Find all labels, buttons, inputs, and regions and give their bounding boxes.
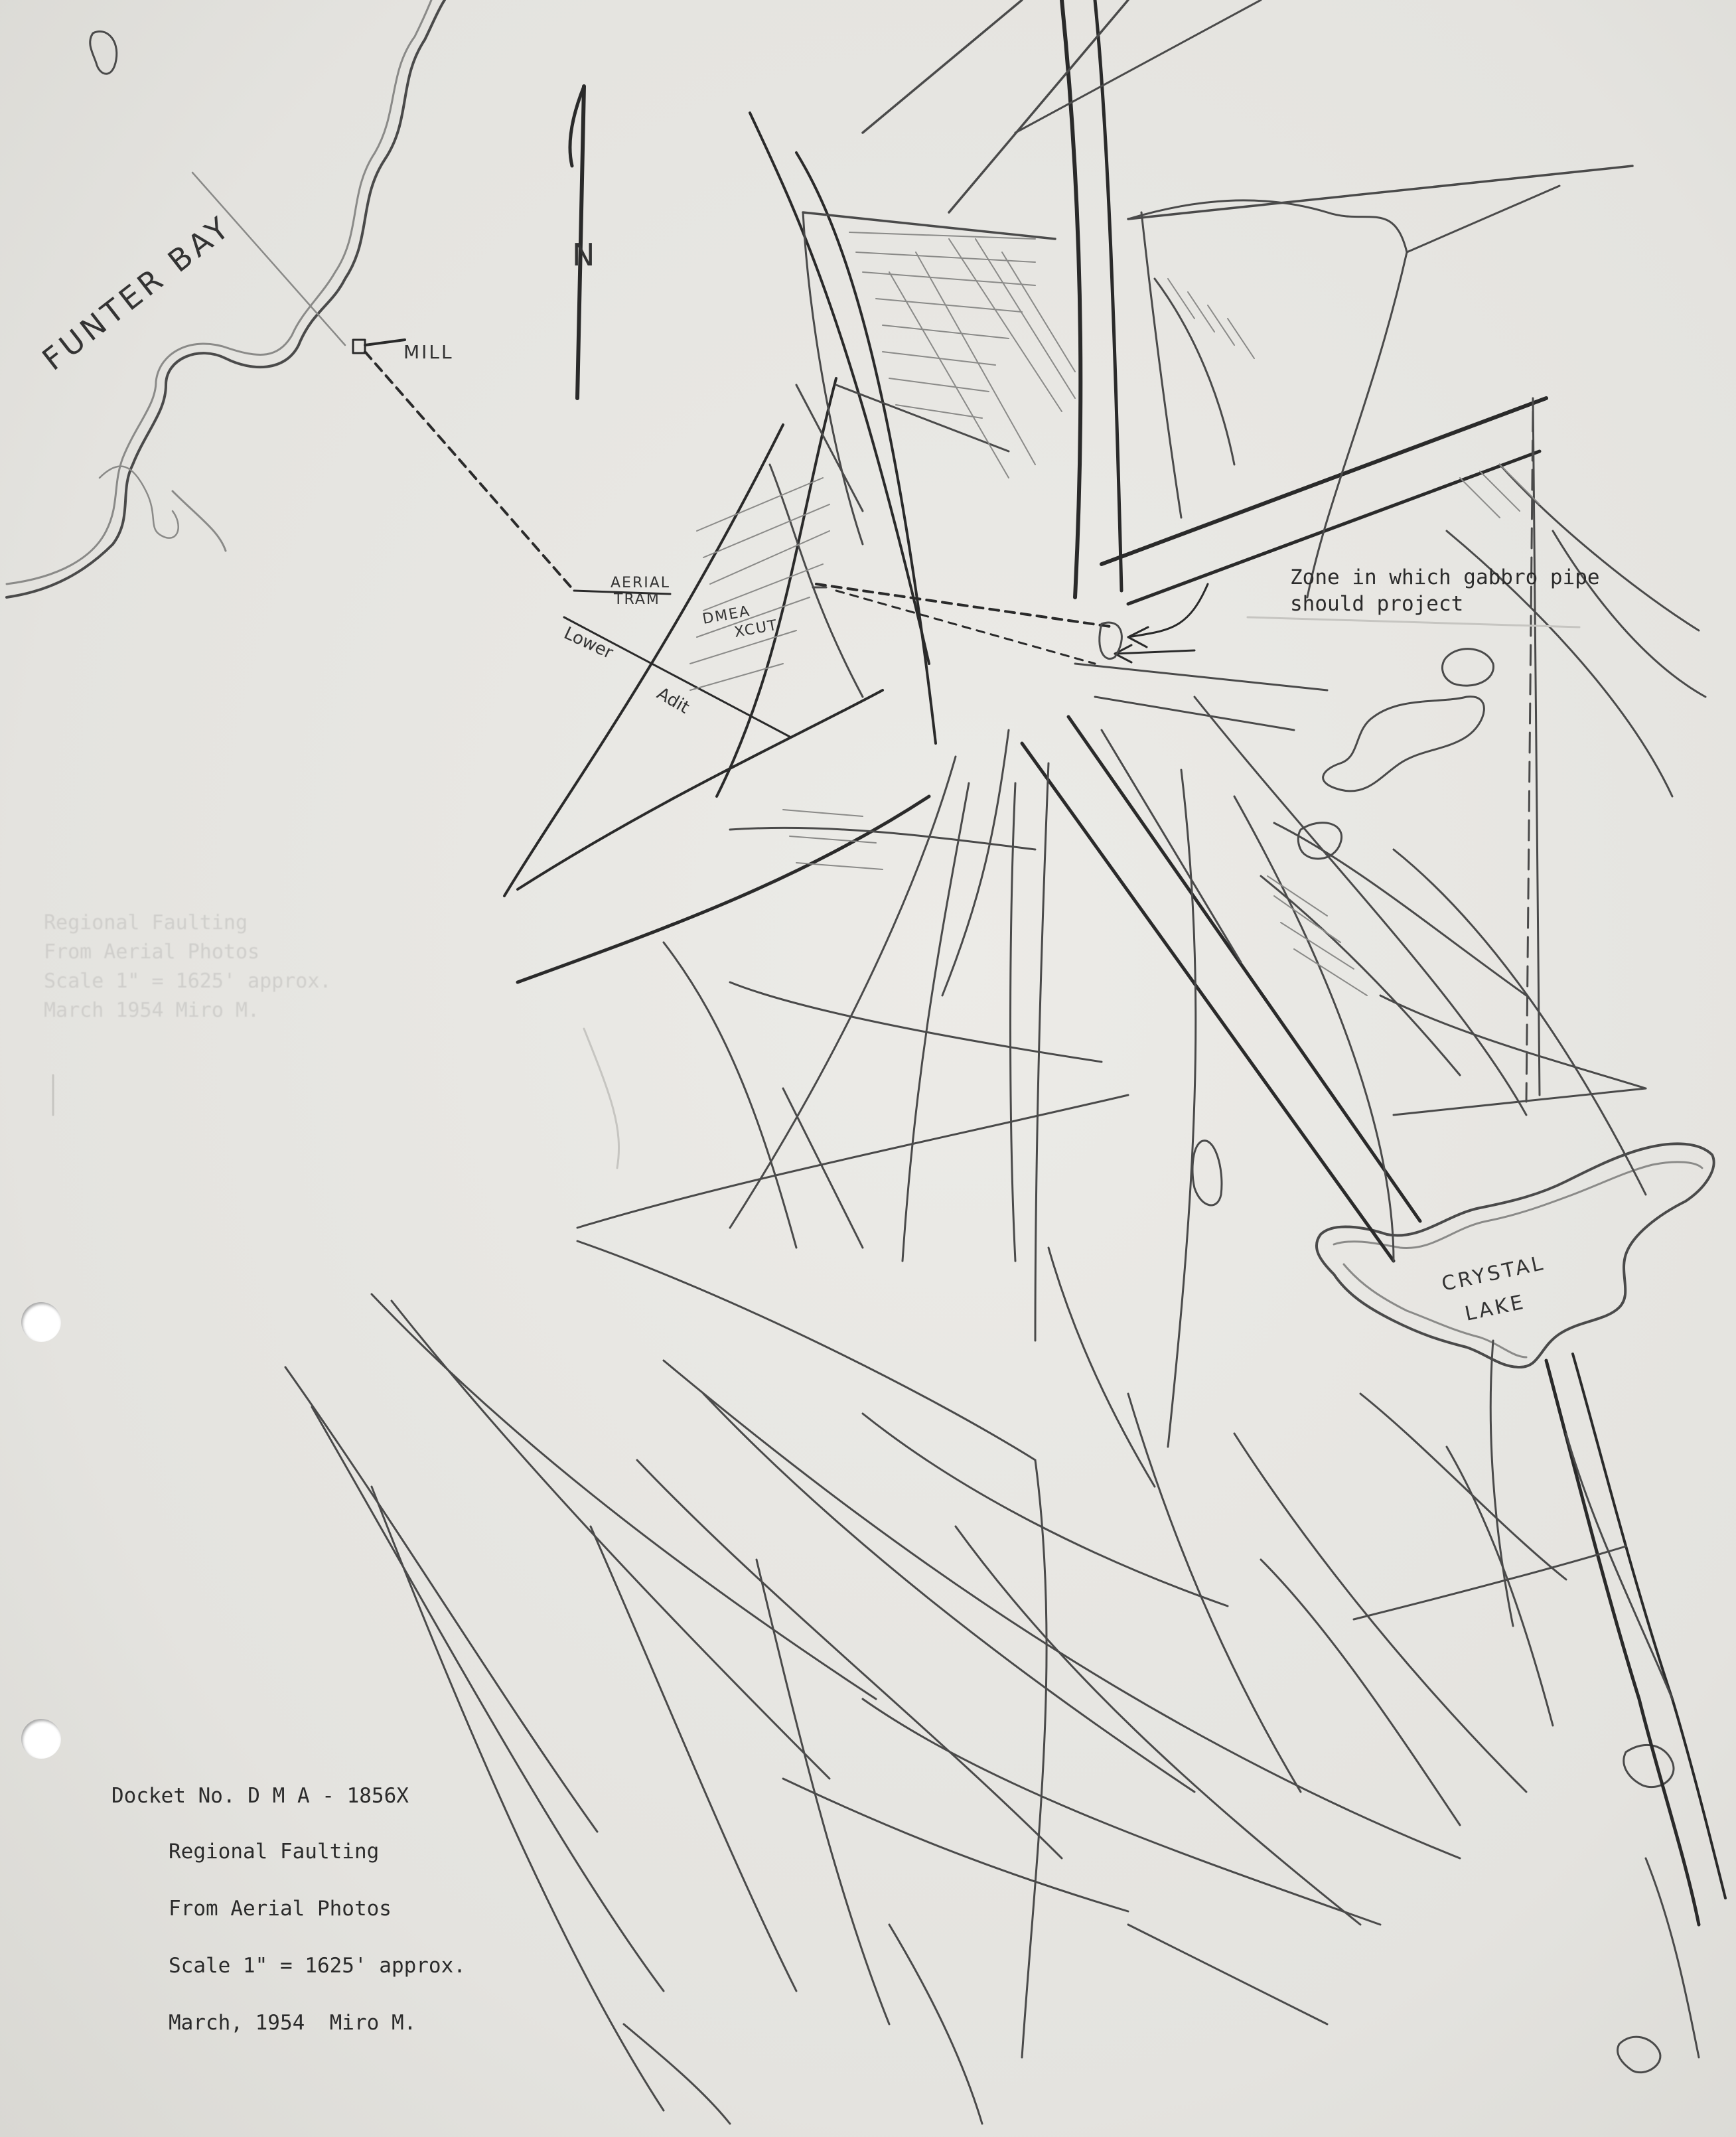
- map-scale: Scale 1" = 1625' approx.: [169, 1954, 466, 1978]
- bleed-through-line: Regional Faulting: [44, 911, 248, 934]
- funter-bay-label: FUNTER BAY: [35, 208, 239, 378]
- mill-label: MILL: [403, 341, 454, 363]
- aerial-tram-label-line2: TRAM: [614, 591, 660, 608]
- major-faults: [504, 0, 1546, 1261]
- docket-number: Docket No. D M A - 1856X: [111, 1784, 409, 1808]
- dmea-xcut-label-line2: XCUT: [733, 617, 780, 641]
- lower-adit-label-line1: Lower: [561, 623, 616, 664]
- gabbro-zone-annotation: Zone in which gabbro pipe should project: [1290, 565, 1600, 616]
- bleed-through-line: From Aerial Photos: [44, 940, 260, 964]
- funter-bay-coastline: [7, 0, 445, 597]
- bleed-through-line: March 1954 Miro M.: [44, 999, 260, 1022]
- map-date-author: March, 1954 Miro M.: [169, 2011, 417, 2035]
- map-title: Regional Faulting: [169, 1840, 380, 1864]
- aerial-tram-label-line1: AERIAL: [611, 575, 671, 591]
- north-arrow-label: N: [572, 237, 595, 273]
- punch-hole-lower: [21, 1719, 61, 1759]
- crystal-lake-label-line2: LAKE: [1463, 1290, 1528, 1326]
- small-lakes: [1193, 649, 1674, 2073]
- southern-faults: [285, 1294, 1699, 2124]
- crystal-lake-label-line1: CRYSTAL: [1439, 1251, 1548, 1296]
- dmea-xcut-label-line1: DMEA: [701, 603, 752, 628]
- bleed-through-line: Scale 1" = 1625' approx.: [44, 970, 332, 993]
- bleed-through-lines: [53, 617, 1579, 1168]
- punch-hole-upper: [21, 1302, 61, 1342]
- map-subtitle: From Aerial Photos: [169, 1897, 392, 1921]
- lower-adit-label-line2: Adit: [653, 684, 693, 718]
